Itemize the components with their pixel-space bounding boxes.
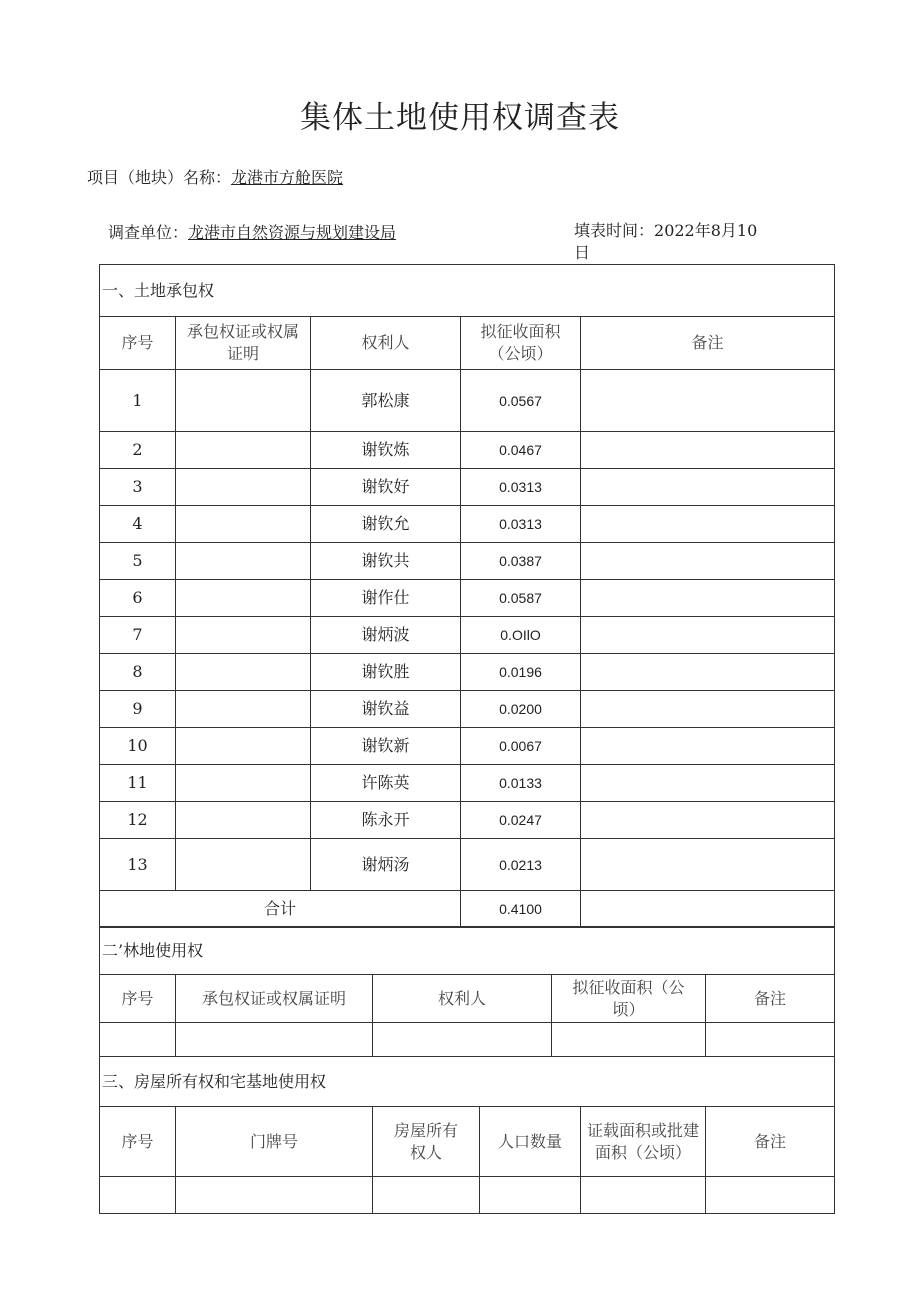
row-area: 0.0467 <box>461 432 581 469</box>
s3-empty-cell <box>373 1177 480 1214</box>
table-row <box>100 765 835 802</box>
table-row <box>100 506 835 543</box>
row-number: 6 <box>100 580 176 617</box>
row-note <box>581 506 835 543</box>
row-number: 10 <box>100 728 176 765</box>
row-holder: 郭松康 <box>311 370 461 432</box>
row-holder: 谢作仕 <box>311 580 461 617</box>
row-area: 0.0587 <box>461 580 581 617</box>
row-area: 0.0213 <box>461 839 581 891</box>
s2-header-area: 拟征收面积（公顷） <box>552 975 706 1023</box>
s3-header-note: 备注 <box>706 1107 835 1177</box>
table-row <box>100 370 835 432</box>
s3-header-population: 人口数量 <box>480 1107 581 1177</box>
row-note <box>581 654 835 691</box>
row-cert <box>176 728 311 765</box>
row-note <box>581 802 835 839</box>
survey-unit-value: 龙港市自然资源与规划建设局 <box>188 223 397 242</box>
s3-empty-cell <box>100 1177 176 1214</box>
row-holder: 谢炳波 <box>311 617 461 654</box>
row-cert <box>176 691 311 728</box>
section3-title: 三、房屋所有权和宅基地使用权 <box>100 1057 835 1107</box>
row-number: 1 <box>100 370 176 432</box>
row-cert <box>176 839 311 891</box>
s1-header-no: 序号 <box>100 317 176 370</box>
row-area: 0.0133 <box>461 765 581 802</box>
table-row <box>100 543 835 580</box>
s3-header-area: 证载面积或批建面积（公顷） <box>581 1107 706 1177</box>
row-holder: 谢钦允 <box>311 506 461 543</box>
row-cert <box>176 617 311 654</box>
row-area: 0.0247 <box>461 802 581 839</box>
row-cert <box>176 580 311 617</box>
table-row <box>100 432 835 469</box>
fill-time-label: 填表时间： <box>574 221 655 240</box>
row-holder: 谢钦共 <box>311 543 461 580</box>
total-note <box>581 891 835 928</box>
row-note <box>581 370 835 432</box>
s2-empty-cell <box>373 1023 552 1057</box>
s1-header-area: 拟征收面积（公顷） <box>461 317 581 370</box>
row-number: 4 <box>100 506 176 543</box>
s3-header-owner: 房屋所有权人 <box>373 1107 480 1177</box>
row-number: 9 <box>100 691 176 728</box>
s2-empty-cell <box>552 1023 706 1057</box>
row-holder: 陈永开 <box>311 802 461 839</box>
row-cert <box>176 506 311 543</box>
row-cert <box>176 802 311 839</box>
row-cert <box>176 432 311 469</box>
row-area: 0.0196 <box>461 654 581 691</box>
section2-title: 二’林地使用权 <box>100 927 835 975</box>
row-number: 2 <box>100 432 176 469</box>
row-area: 0.0313 <box>461 506 581 543</box>
row-note <box>581 580 835 617</box>
s2-empty-cell <box>100 1023 176 1057</box>
s1-header-holder: 权利人 <box>311 317 461 370</box>
s3-empty-cell <box>581 1177 706 1214</box>
row-note <box>581 765 835 802</box>
row-note <box>581 432 835 469</box>
row-holder: 谢钦胜 <box>311 654 461 691</box>
row-note <box>581 469 835 506</box>
row-cert <box>176 654 311 691</box>
row-number: 12 <box>100 802 176 839</box>
s3-header-no: 序号 <box>100 1107 176 1177</box>
s3-empty-cell <box>480 1177 581 1214</box>
s3-header-door: 门牌号 <box>176 1107 373 1177</box>
s2-header-no: 序号 <box>100 975 176 1023</box>
row-number: 3 <box>100 469 176 506</box>
row-cert <box>176 469 311 506</box>
section1-table <box>99 264 835 928</box>
page-title: 集体土地使用权调查表 <box>300 100 620 136</box>
table-row <box>100 728 835 765</box>
table-row <box>100 654 835 691</box>
row-area: 0.0313 <box>461 469 581 506</box>
section1-title: 一、土地承包权 <box>100 265 835 317</box>
row-number: 11 <box>100 765 176 802</box>
section2-table <box>99 926 835 1057</box>
row-note <box>581 839 835 891</box>
row-note <box>581 617 835 654</box>
row-number: 5 <box>100 543 176 580</box>
row-cert <box>176 543 311 580</box>
row-number: 13 <box>100 839 176 891</box>
table-row <box>100 580 835 617</box>
row-area: 0.0387 <box>461 543 581 580</box>
row-number: 8 <box>100 654 176 691</box>
s3-empty-cell <box>706 1177 835 1214</box>
s2-header-cert: 承包权证或权属证明 <box>176 975 373 1023</box>
project-line <box>87 165 343 188</box>
row-holder: 谢钦炼 <box>311 432 461 469</box>
row-area: 0.0200 <box>461 691 581 728</box>
row-holder: 许陈英 <box>311 765 461 802</box>
row-number: 7 <box>100 617 176 654</box>
total-label: 合计 <box>100 891 461 928</box>
s2-empty-cell <box>176 1023 373 1057</box>
survey-unit-label: 调查单位： <box>108 223 189 242</box>
row-area: 0.0067 <box>461 728 581 765</box>
row-area: 0.OIlO <box>461 617 581 654</box>
row-holder: 谢钦好 <box>311 469 461 506</box>
section3-table <box>99 1056 835 1214</box>
fill-time <box>574 220 789 264</box>
survey-unit-line <box>108 220 396 243</box>
table-row <box>100 469 835 506</box>
row-cert <box>176 370 311 432</box>
total-value: 0.4100 <box>461 891 581 928</box>
table-row <box>100 691 835 728</box>
project-label: 项目（地块）名称： <box>87 168 232 187</box>
s2-header-holder: 权利人 <box>373 975 552 1023</box>
row-cert <box>176 765 311 802</box>
table-row <box>100 802 835 839</box>
table-row <box>100 839 835 891</box>
s1-header-cert: 承包权证或权属证明 <box>176 317 311 370</box>
row-holder: 谢钦益 <box>311 691 461 728</box>
fill-time-value: 2022年8月10 <box>654 221 758 240</box>
row-area: 0.0567 <box>461 370 581 432</box>
s2-header-note: 备注 <box>706 975 835 1023</box>
s2-empty-cell <box>706 1023 835 1057</box>
s3-empty-cell <box>176 1177 373 1214</box>
row-holder: 谢钦新 <box>311 728 461 765</box>
row-note <box>581 543 835 580</box>
row-note <box>581 691 835 728</box>
row-holder: 谢炳汤 <box>311 839 461 891</box>
s1-header-note: 备注 <box>581 317 835 370</box>
row-note <box>581 728 835 765</box>
fill-time-day: 日 <box>574 243 591 262</box>
table-row <box>100 617 835 654</box>
total-row <box>100 891 835 928</box>
project-value: 龙港市方舱医院 <box>231 168 344 187</box>
